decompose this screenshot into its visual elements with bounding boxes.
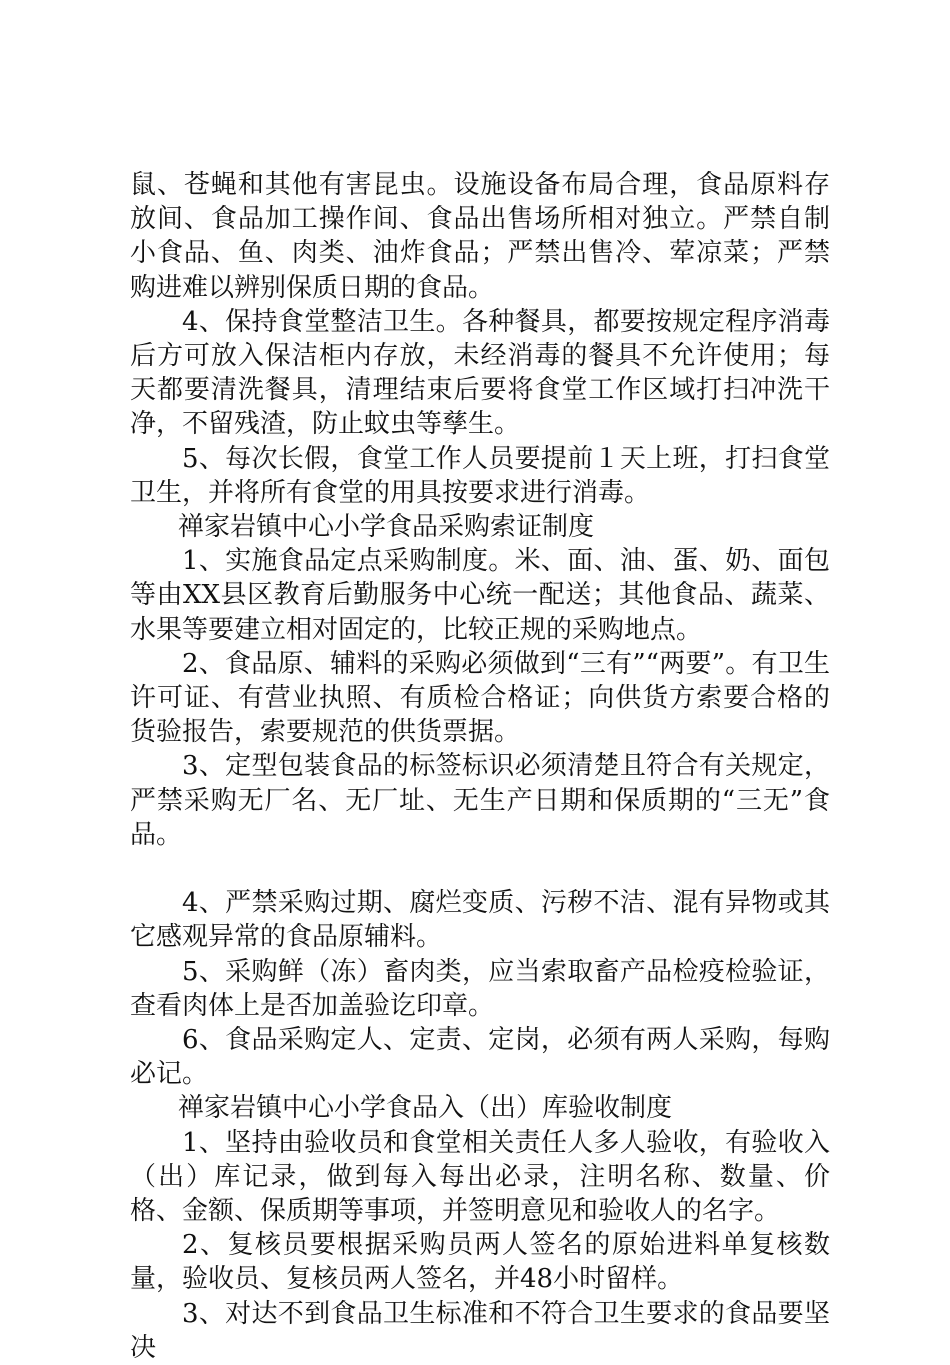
paragraph-three-have-two-require: 2、食品原、辅料的采购必须做到“三有”“两要”。有卫生许可证、有营业执照、有质检合格证；向供货方索要合格的货验报告，索要规范的供货票据。 (130, 648, 830, 748)
section-heading-purchase-certificate: 禅家岩镇中心小学食品采购索证制度 (178, 512, 595, 543)
paragraph-designated-purchase: 1、实施食品定点采购制度。米、面、油、蛋、奶、面包等由XX县区教育后勤服务中心统一配送；其他食品、蔬菜、水果等要建立相对固定的，比较正规的采购地点。 (130, 546, 830, 645)
paragraph-substandard-food: 3、对达不到食品卫生标准和不符合卫生要求的食品要坚决 (130, 1298, 830, 1363)
paragraph-packaged-food-label: 3、定型包装食品的标签标识必须清楚且符合有关规定，严禁采购无厂名、无厂址、无生产日期和保质期的“三无”食品。 (130, 751, 830, 850)
blank-line (130, 852, 830, 886)
paragraph-meat-quarantine: 5、采购鲜（冻）畜肉类，应当索取畜产品检疫检验证，查看肉体上是否加盖验讫印章。 (130, 956, 830, 1021)
paragraph-canteen-hygiene: 4、保持食堂整洁卫生。各种餐具，都要按规定程序消毒后方可放入保洁柜内存放，未经消毒的餐具不允许使用；每天都要清洗餐具，清理结束后要将食堂工作区域打扫冲洗干净，不留残渣，防止蚊虫等孳生。 (130, 306, 830, 440)
paragraph-multi-person-inspection: 1、坚持由验收员和食堂相关责任人多人验收，有验收入（出）库记录，做到每入每出必录，注明名称、数量、价格、金额、保质期等事项，并签明意见和验收人的名字。 (130, 1127, 830, 1227)
paragraph-no-expired-food: 4、严禁采购过期、腐烂变质、污秽不洁、混有异物或其它感观异常的食品原辅料。 (130, 888, 830, 953)
document-page (130, 168, 830, 1365)
section-heading-warehouse-inspection: 禅家岩镇中心小学食品入（出）库验收制度 (178, 1093, 673, 1124)
paragraph-holiday-cleaning: 5、每次长假，食堂工作人员要提前１天上班，打扫食堂卫生，并将所有食堂的用具按要求进行消毒。 (130, 443, 830, 508)
paragraph-purchase-responsibility: 6、食品采购定人、定责、定岗，必须有两人采购，每购必记。 (130, 1025, 830, 1090)
paragraph-pest-and-layout: 鼠、苍蝇和其他有害昆虫。设施设备布局合理，食品原料存放间、食品加工操作间、食品出售场所相对独立。严禁自制小食品、鱼、肉类、油炸食品；严禁出售冷、荤凉菜；严禁购进难以辨别保质日期的食品。 (130, 170, 830, 303)
paragraph-reviewer-check: 2、复核员要根据采购员两人签名的原始进料单复核数量，验收员、复核员两人签名，并48小时留样。 (130, 1230, 830, 1295)
